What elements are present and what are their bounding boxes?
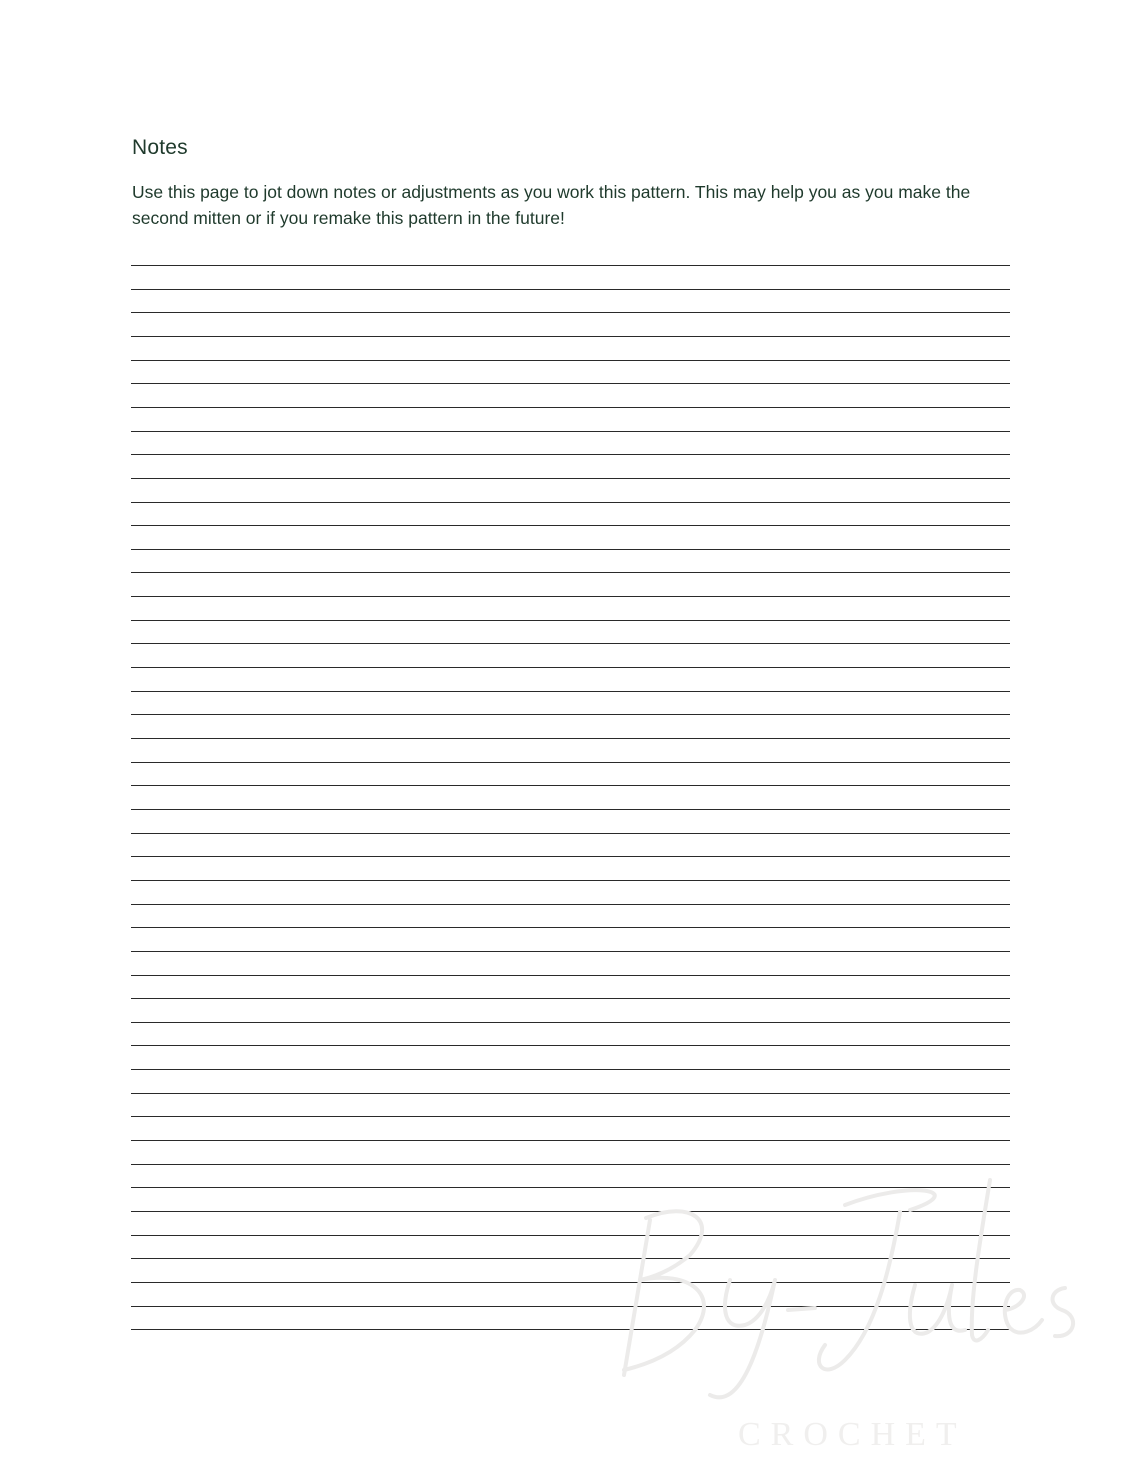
writing-line [131, 833, 1010, 834]
writing-line [131, 596, 1010, 597]
writing-line [131, 336, 1010, 337]
writing-line [131, 572, 1010, 573]
writing-line [131, 454, 1010, 455]
writing-line [131, 1306, 1010, 1307]
writing-line [131, 785, 1010, 786]
writing-line [131, 360, 1010, 361]
writing-line [131, 643, 1010, 644]
writing-line [131, 1045, 1010, 1046]
writing-line [131, 856, 1010, 857]
writing-line [131, 1258, 1010, 1259]
writing-line [131, 1164, 1010, 1165]
writing-line [131, 312, 1010, 313]
writing-line [131, 549, 1010, 550]
writing-line [131, 431, 1010, 432]
writing-line [131, 738, 1010, 739]
writing-line [131, 620, 1010, 621]
writing-line [131, 1140, 1010, 1141]
writing-line [131, 1235, 1010, 1236]
writing-line [131, 762, 1010, 763]
watermark-subtext: CROCHET [738, 1416, 967, 1453]
writing-line [131, 1329, 1010, 1330]
writing-line [131, 880, 1010, 881]
writing-line [131, 691, 1010, 692]
writing-line [131, 525, 1010, 526]
writing-line [131, 975, 1010, 976]
writing-line [131, 1116, 1010, 1117]
writing-line [131, 1069, 1010, 1070]
writing-line [131, 1187, 1010, 1188]
writing-line [131, 667, 1010, 668]
writing-line [131, 383, 1010, 384]
by-jules-crochet-watermark-logo [610, 1160, 1090, 1460]
writing-line [131, 1282, 1010, 1283]
writing-line [131, 809, 1010, 810]
notes-instructions: Use this page to jot down notes or adjustments as you work this pattern. This may help you as you make the second mitten or if you remake this pattern in the future! [132, 182, 971, 228]
writing-line [131, 502, 1010, 503]
writing-line [131, 289, 1010, 290]
writing-line [131, 714, 1010, 715]
page-title: Notes [132, 136, 188, 159]
writing-line [131, 951, 1010, 952]
writing-line [131, 998, 1010, 999]
writing-line [131, 1093, 1010, 1094]
writing-line [131, 407, 1010, 408]
writing-line [131, 904, 1010, 905]
writing-line [131, 1211, 1010, 1212]
writing-line [131, 927, 1010, 928]
writing-line [131, 1022, 1010, 1023]
writing-line [131, 265, 1010, 266]
writing-line [131, 478, 1010, 479]
